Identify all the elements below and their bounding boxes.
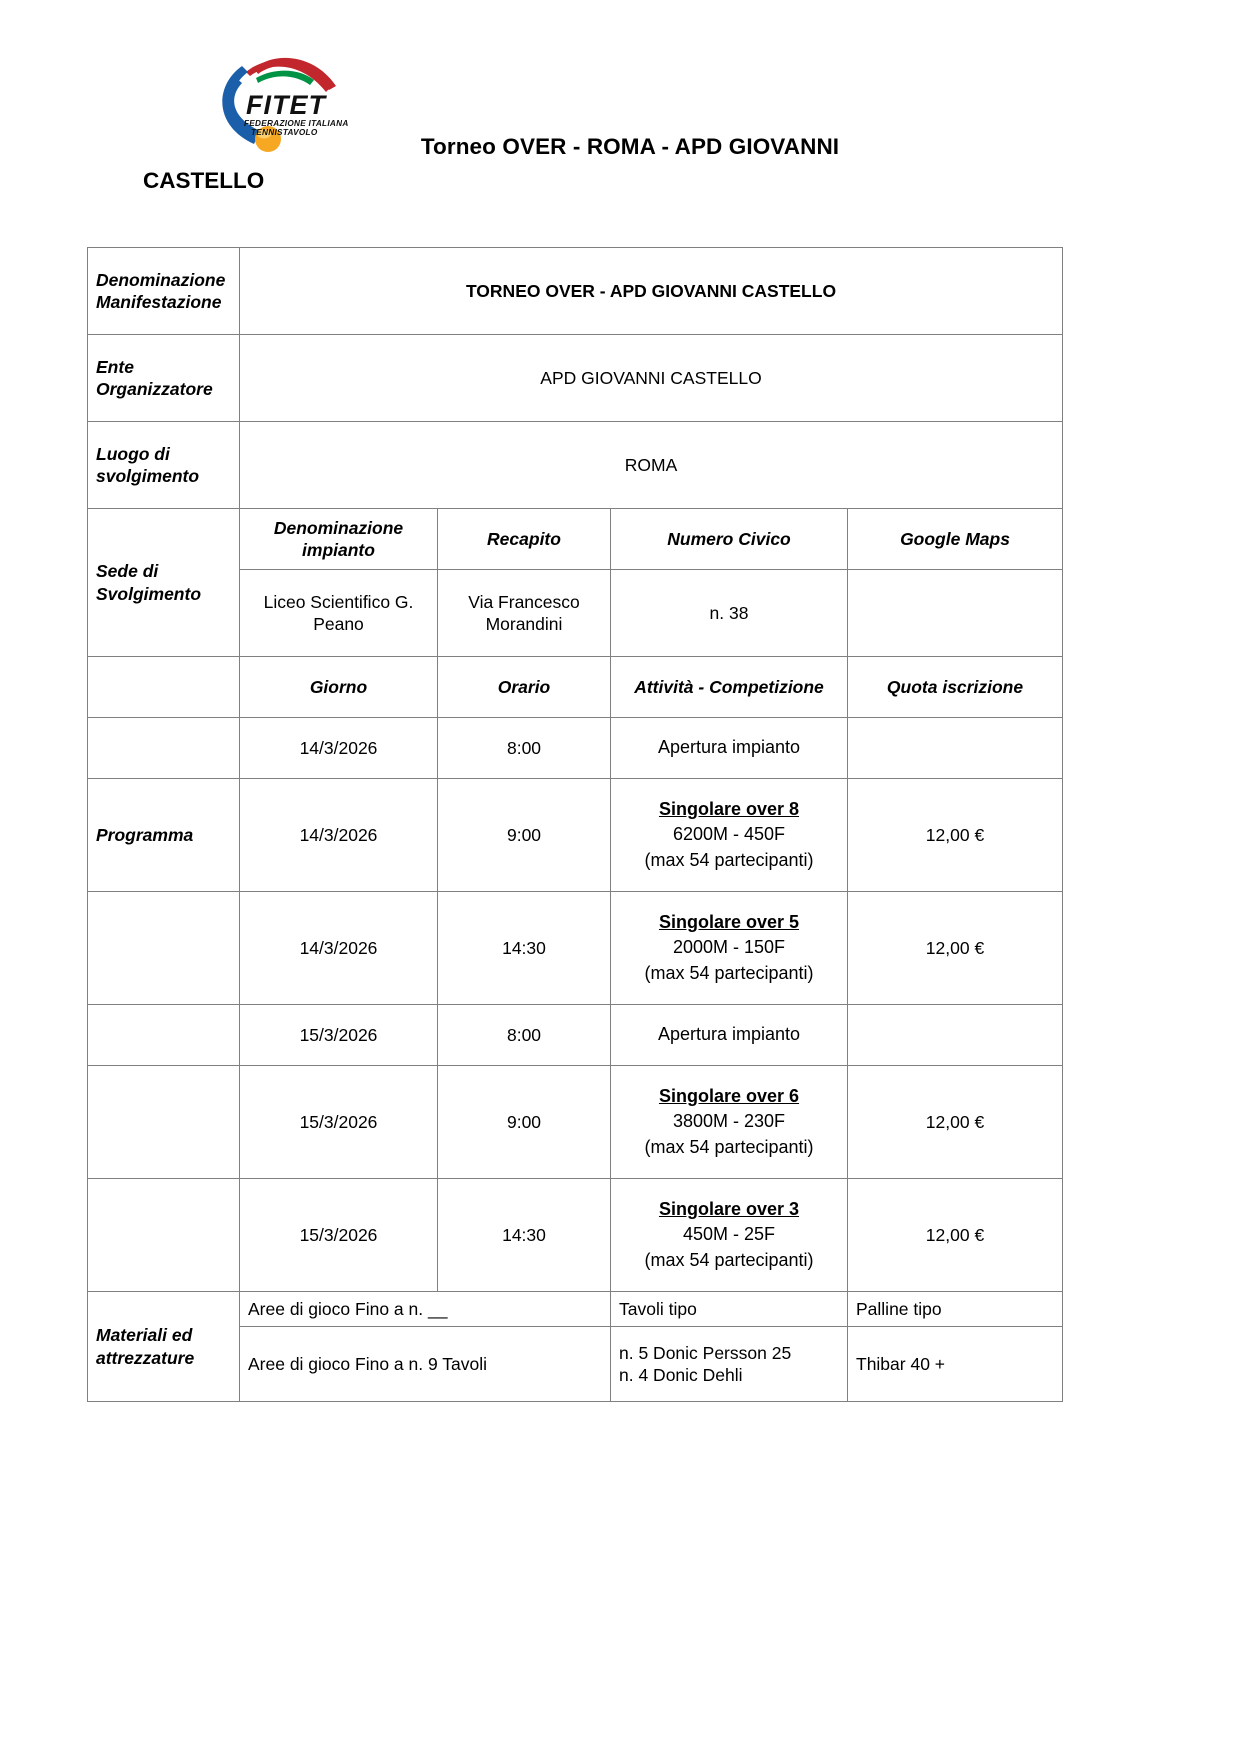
materiali-tavoli-line1: n. 5 Donic Persson 25	[619, 1343, 792, 1363]
programma-header-quota: Quota iscrizione	[848, 657, 1063, 718]
programma-attivita-line1: Apertura impianto	[657, 737, 801, 758]
table-row-programma	[88, 718, 1063, 779]
programma-giorno: 15/3/2026	[240, 1005, 438, 1066]
programma-attivita	[611, 892, 848, 1005]
programma-quota: 12,00 €	[848, 892, 1063, 1005]
label-ente-organizzatore: Ente Organizzatore	[88, 335, 240, 422]
value-luogo-svolgimento: ROMA	[240, 422, 1063, 509]
programma-spacer-1	[88, 718, 240, 779]
materiali-tavoli-line2: n. 4 Donic Dehli	[619, 1365, 743, 1386]
materiali-header-aree: Aree di gioco Fino a n. __	[240, 1292, 611, 1327]
event-details-table	[87, 247, 1063, 1402]
programma-attivita-title: Singolare over 8	[658, 799, 800, 820]
logo-wordmark: FITET	[246, 90, 326, 120]
materiali-value-palline: Thibar 40 +	[848, 1327, 1063, 1402]
programma-attivita	[611, 718, 848, 779]
event-sheet	[87, 247, 1062, 1402]
programma-quota	[848, 1005, 1063, 1066]
logo-subtext-1: FEDERAZIONE ITALIANA	[244, 119, 349, 128]
programma-attivita-line2: (max 54 partecipanti)	[644, 1136, 814, 1157]
programma-orario: 8:00	[438, 1005, 611, 1066]
programma-attivita-title: Singolare over 6	[658, 1086, 800, 1107]
programma-attivita	[611, 779, 848, 892]
programma-attivita-line1: 6200M - 450F	[672, 824, 786, 845]
sede-value-impianto: Liceo Scientifico G. Peano	[240, 570, 438, 657]
programma-attivita-line2: (max 54 partecipanti)	[644, 962, 814, 983]
label-materiali-attrezzature: Materiali ed attrezzature	[88, 1292, 240, 1402]
table-row-programma	[88, 892, 1063, 1005]
programma-giorno: 15/3/2026	[240, 1179, 438, 1292]
programma-header-attivita: Attività - Competizione	[611, 657, 848, 718]
programma-attivita-line1: 2000M - 150F	[672, 937, 786, 958]
table-row-denominazione	[88, 248, 1063, 335]
table-row-ente	[88, 335, 1063, 422]
programma-attivita-line2: (max 54 partecipanti)	[644, 1249, 814, 1270]
materiali-header-tavoli: Tavoli tipo	[611, 1292, 848, 1327]
label-programma: Programma	[88, 779, 240, 892]
table-row-materiali-header	[88, 1292, 1063, 1327]
materiali-value-tavoli	[611, 1327, 848, 1402]
programma-spacer-4	[88, 1005, 240, 1066]
programma-giorno: 14/3/2026	[240, 718, 438, 779]
sede-value-recapito: Via Francesco Morandini	[438, 570, 611, 657]
programma-orario: 9:00	[438, 1066, 611, 1179]
materiali-header-palline: Palline tipo	[848, 1292, 1063, 1327]
programma-spacer-6	[88, 1179, 240, 1292]
sede-header-impianto: Denominazione impianto	[240, 509, 438, 570]
label-denominazione: Denominazione Manifestazione	[88, 248, 240, 335]
programma-quota	[848, 718, 1063, 779]
programma-attivita-line1: Apertura impianto	[657, 1024, 801, 1045]
programma-spacer-3	[88, 892, 240, 1005]
programma-header-orario: Orario	[438, 657, 611, 718]
programma-quota: 12,00 €	[848, 779, 1063, 892]
page-header	[0, 0, 1240, 205]
sede-header-recapito: Recapito	[438, 509, 611, 570]
programma-quota: 12,00 €	[848, 1179, 1063, 1292]
table-row-programma	[88, 1005, 1063, 1066]
programma-spacer-5	[88, 1066, 240, 1179]
label-luogo-svolgimento: Luogo di svolgimento	[88, 422, 240, 509]
programma-spacer-top	[88, 657, 240, 718]
value-ente-organizzatore: APD GIOVANNI CASTELLO	[240, 335, 1063, 422]
table-row-programma	[88, 1179, 1063, 1292]
programma-attivita-line2: (max 54 partecipanti)	[644, 849, 814, 870]
table-row-programma	[88, 779, 1063, 892]
programma-giorno: 15/3/2026	[240, 1066, 438, 1179]
programma-giorno: 14/3/2026	[240, 892, 438, 1005]
logo-subtext-2: TENNISTAVOLO	[251, 128, 318, 137]
programma-attivita	[611, 1005, 848, 1066]
sede-header-numero-civico: Numero Civico	[611, 509, 848, 570]
label-sede-svolgimento: Sede di Svolgimento	[88, 509, 240, 657]
programma-giorno: 14/3/2026	[240, 779, 438, 892]
programma-orario: 9:00	[438, 779, 611, 892]
programma-quota: 12,00 €	[848, 1066, 1063, 1179]
programma-header-giorno: Giorno	[240, 657, 438, 718]
page-title-continuation: CASTELLO	[143, 168, 265, 193]
programma-attivita-line1: 3800M - 230F	[672, 1111, 786, 1132]
page-title: Torneo OVER - ROMA - APD GIOVANNI	[420, 134, 840, 159]
programma-attivita	[611, 1066, 848, 1179]
sede-value-numero-civico: n. 38	[611, 570, 848, 657]
table-row-programma	[88, 1066, 1063, 1179]
programma-orario: 14:30	[438, 892, 611, 1005]
sede-header-google-maps: Google Maps	[848, 509, 1063, 570]
table-row-luogo	[88, 422, 1063, 509]
programma-orario: 8:00	[438, 718, 611, 779]
table-row-sede-header	[88, 509, 1063, 570]
programma-orario: 14:30	[438, 1179, 611, 1292]
value-denominazione: TORNEO OVER - APD GIOVANNI CASTELLO	[240, 248, 1063, 335]
table-row-programma-header	[88, 657, 1063, 718]
sede-value-google-maps	[848, 570, 1063, 657]
programma-attivita-line1: 450M - 25F	[682, 1224, 776, 1245]
materiali-value-aree: Aree di gioco Fino a n. 9 Tavoli	[240, 1327, 611, 1402]
programma-attivita-title: Singolare over 5	[658, 912, 800, 933]
programma-attivita	[611, 1179, 848, 1292]
programma-attivita-title: Singolare over 3	[658, 1199, 800, 1220]
